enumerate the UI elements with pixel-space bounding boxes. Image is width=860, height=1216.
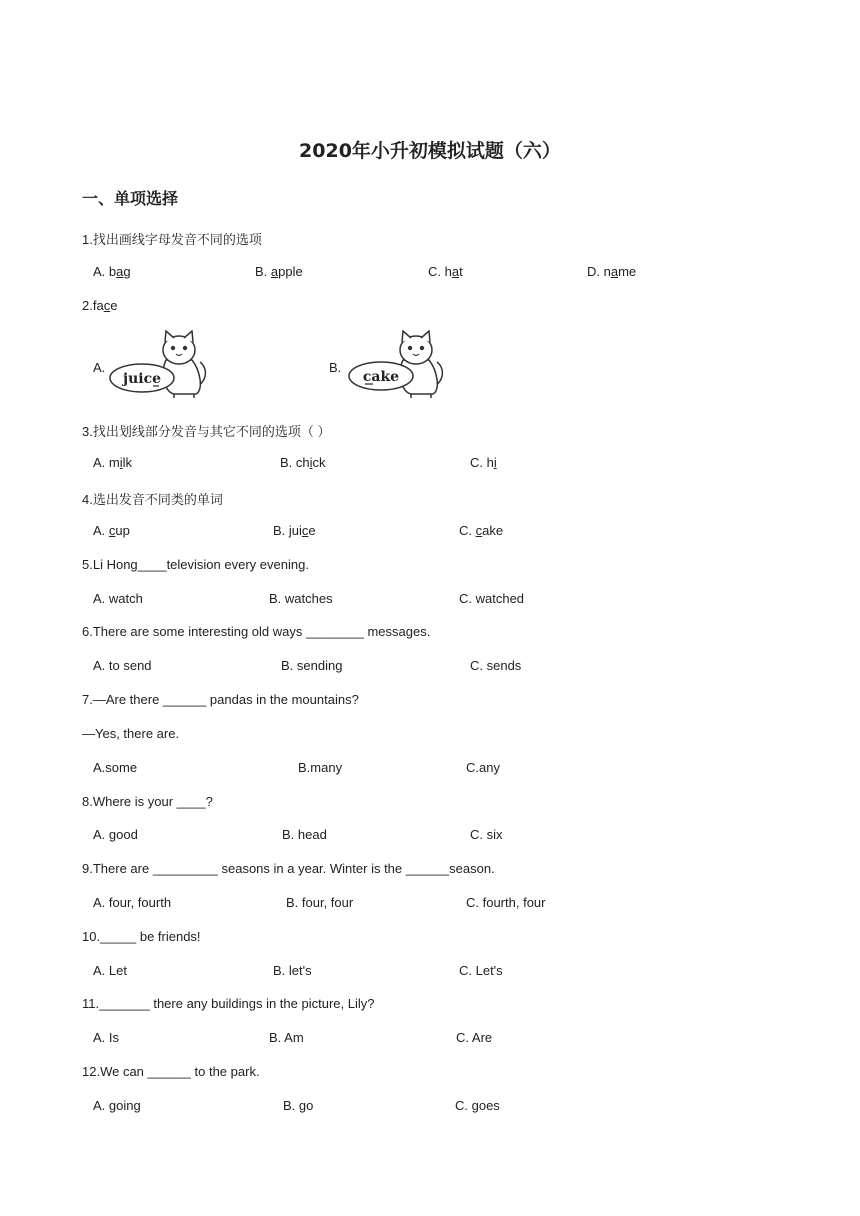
question-12-stem: 12.We can ______ to the park. (82, 1064, 260, 1079)
question-5-option-c[interactable]: C. watched (459, 591, 525, 606)
question-1-option-d[interactable]: D. name (587, 264, 637, 279)
question-6-option-b[interactable]: B. sending (281, 658, 343, 673)
question-7-option-b[interactable]: B.many (298, 760, 343, 775)
question-4-option-a[interactable]: A. cup (93, 523, 130, 538)
question-12-option-c[interactable]: C. goes (455, 1098, 500, 1113)
question-12-option-a[interactable]: A. going (93, 1098, 141, 1113)
question-1-stem: 1.找出画线字母发音不同的选项 (82, 232, 262, 247)
question-2-option-a-letter[interactable]: A. (93, 360, 106, 375)
question-10-option-c[interactable]: C. Let's (459, 963, 503, 978)
question-1-option-b[interactable]: B. apple (255, 264, 303, 279)
question-6-option-a[interactable]: A. to send (93, 658, 152, 673)
question-10-stem: 10._____ be friends! (82, 929, 201, 944)
question-9-option-c[interactable]: C. fourth, four (466, 895, 546, 910)
question-8-stem: 8.Where is your ____? (82, 794, 213, 809)
question-5-option-a[interactable]: A. watch (93, 591, 143, 606)
question-6-option-c[interactable]: C. sends (470, 658, 522, 673)
question-7-stem: 7.—Are there ______ pandas in the mountains? (82, 692, 359, 707)
question-8-option-c[interactable]: C. six (470, 827, 503, 842)
question-2-stem: 2.face (82, 298, 118, 313)
question-1-option-c[interactable]: C. hat (428, 264, 463, 279)
question-8-option-a[interactable]: A. good (93, 827, 138, 842)
question-8-option-b[interactable]: B. head (282, 827, 327, 842)
question-12-option-b[interactable]: B. go (283, 1098, 314, 1113)
question-3-stem: 3.找出划线部分发音与其它不同的选项（ ） (82, 424, 331, 439)
question-6-stem: 6.There are some interesting old ways ________ messages. (82, 624, 431, 639)
cat-juice-illustration[interactable] (108, 330, 212, 400)
sign-word-juice: juice (123, 371, 161, 387)
question-9-stem: 9.There are _________ seasons in a year. Winter is the ______season. (82, 861, 495, 876)
sign-word-cake: cake (362, 369, 400, 385)
question-9-option-a[interactable]: A. four, fourth (93, 895, 172, 910)
question-3-option-b[interactable]: B. chick (280, 455, 326, 470)
question-4-option-c[interactable]: C. cake (459, 523, 504, 538)
question-5-option-b[interactable]: B. watches (269, 591, 333, 606)
section-heading: 一、单项选择 (82, 189, 179, 208)
question-1-option-a[interactable]: A. bag (93, 264, 131, 279)
question-11-stem: 11._______ there any buildings in the picture, Lily? (82, 996, 375, 1011)
question-9-option-b[interactable]: B. four, four (286, 895, 354, 910)
question-11-option-a[interactable]: A. Is (93, 1030, 120, 1045)
question-7-reply: —Yes, there are. (82, 726, 180, 741)
question-5-stem: 5.Li Hong____television every evening. (82, 557, 309, 572)
question-2-option-b-letter[interactable]: B. (329, 360, 342, 375)
question-10-option-a[interactable]: A. Let (93, 963, 127, 978)
question-7-option-a[interactable]: A.some (93, 760, 138, 775)
question-7-option-c[interactable]: C.any (466, 760, 500, 775)
question-10-option-b[interactable]: B. let's (273, 963, 312, 978)
cat-cake-illustration[interactable] (345, 330, 449, 400)
question-3-option-a[interactable]: A. milk (93, 455, 133, 470)
question-11-option-c[interactable]: C. Are (456, 1030, 493, 1045)
question-3-option-c[interactable]: C. hi (470, 455, 497, 470)
question-11-option-b[interactable]: B. Am (269, 1030, 304, 1045)
question-4-option-b[interactable]: B. juice (273, 523, 316, 538)
page-title: 2020年小升初模拟试题（六） (299, 140, 561, 162)
question-4-stem: 4.选出发音不同类的单词 (82, 492, 223, 507)
